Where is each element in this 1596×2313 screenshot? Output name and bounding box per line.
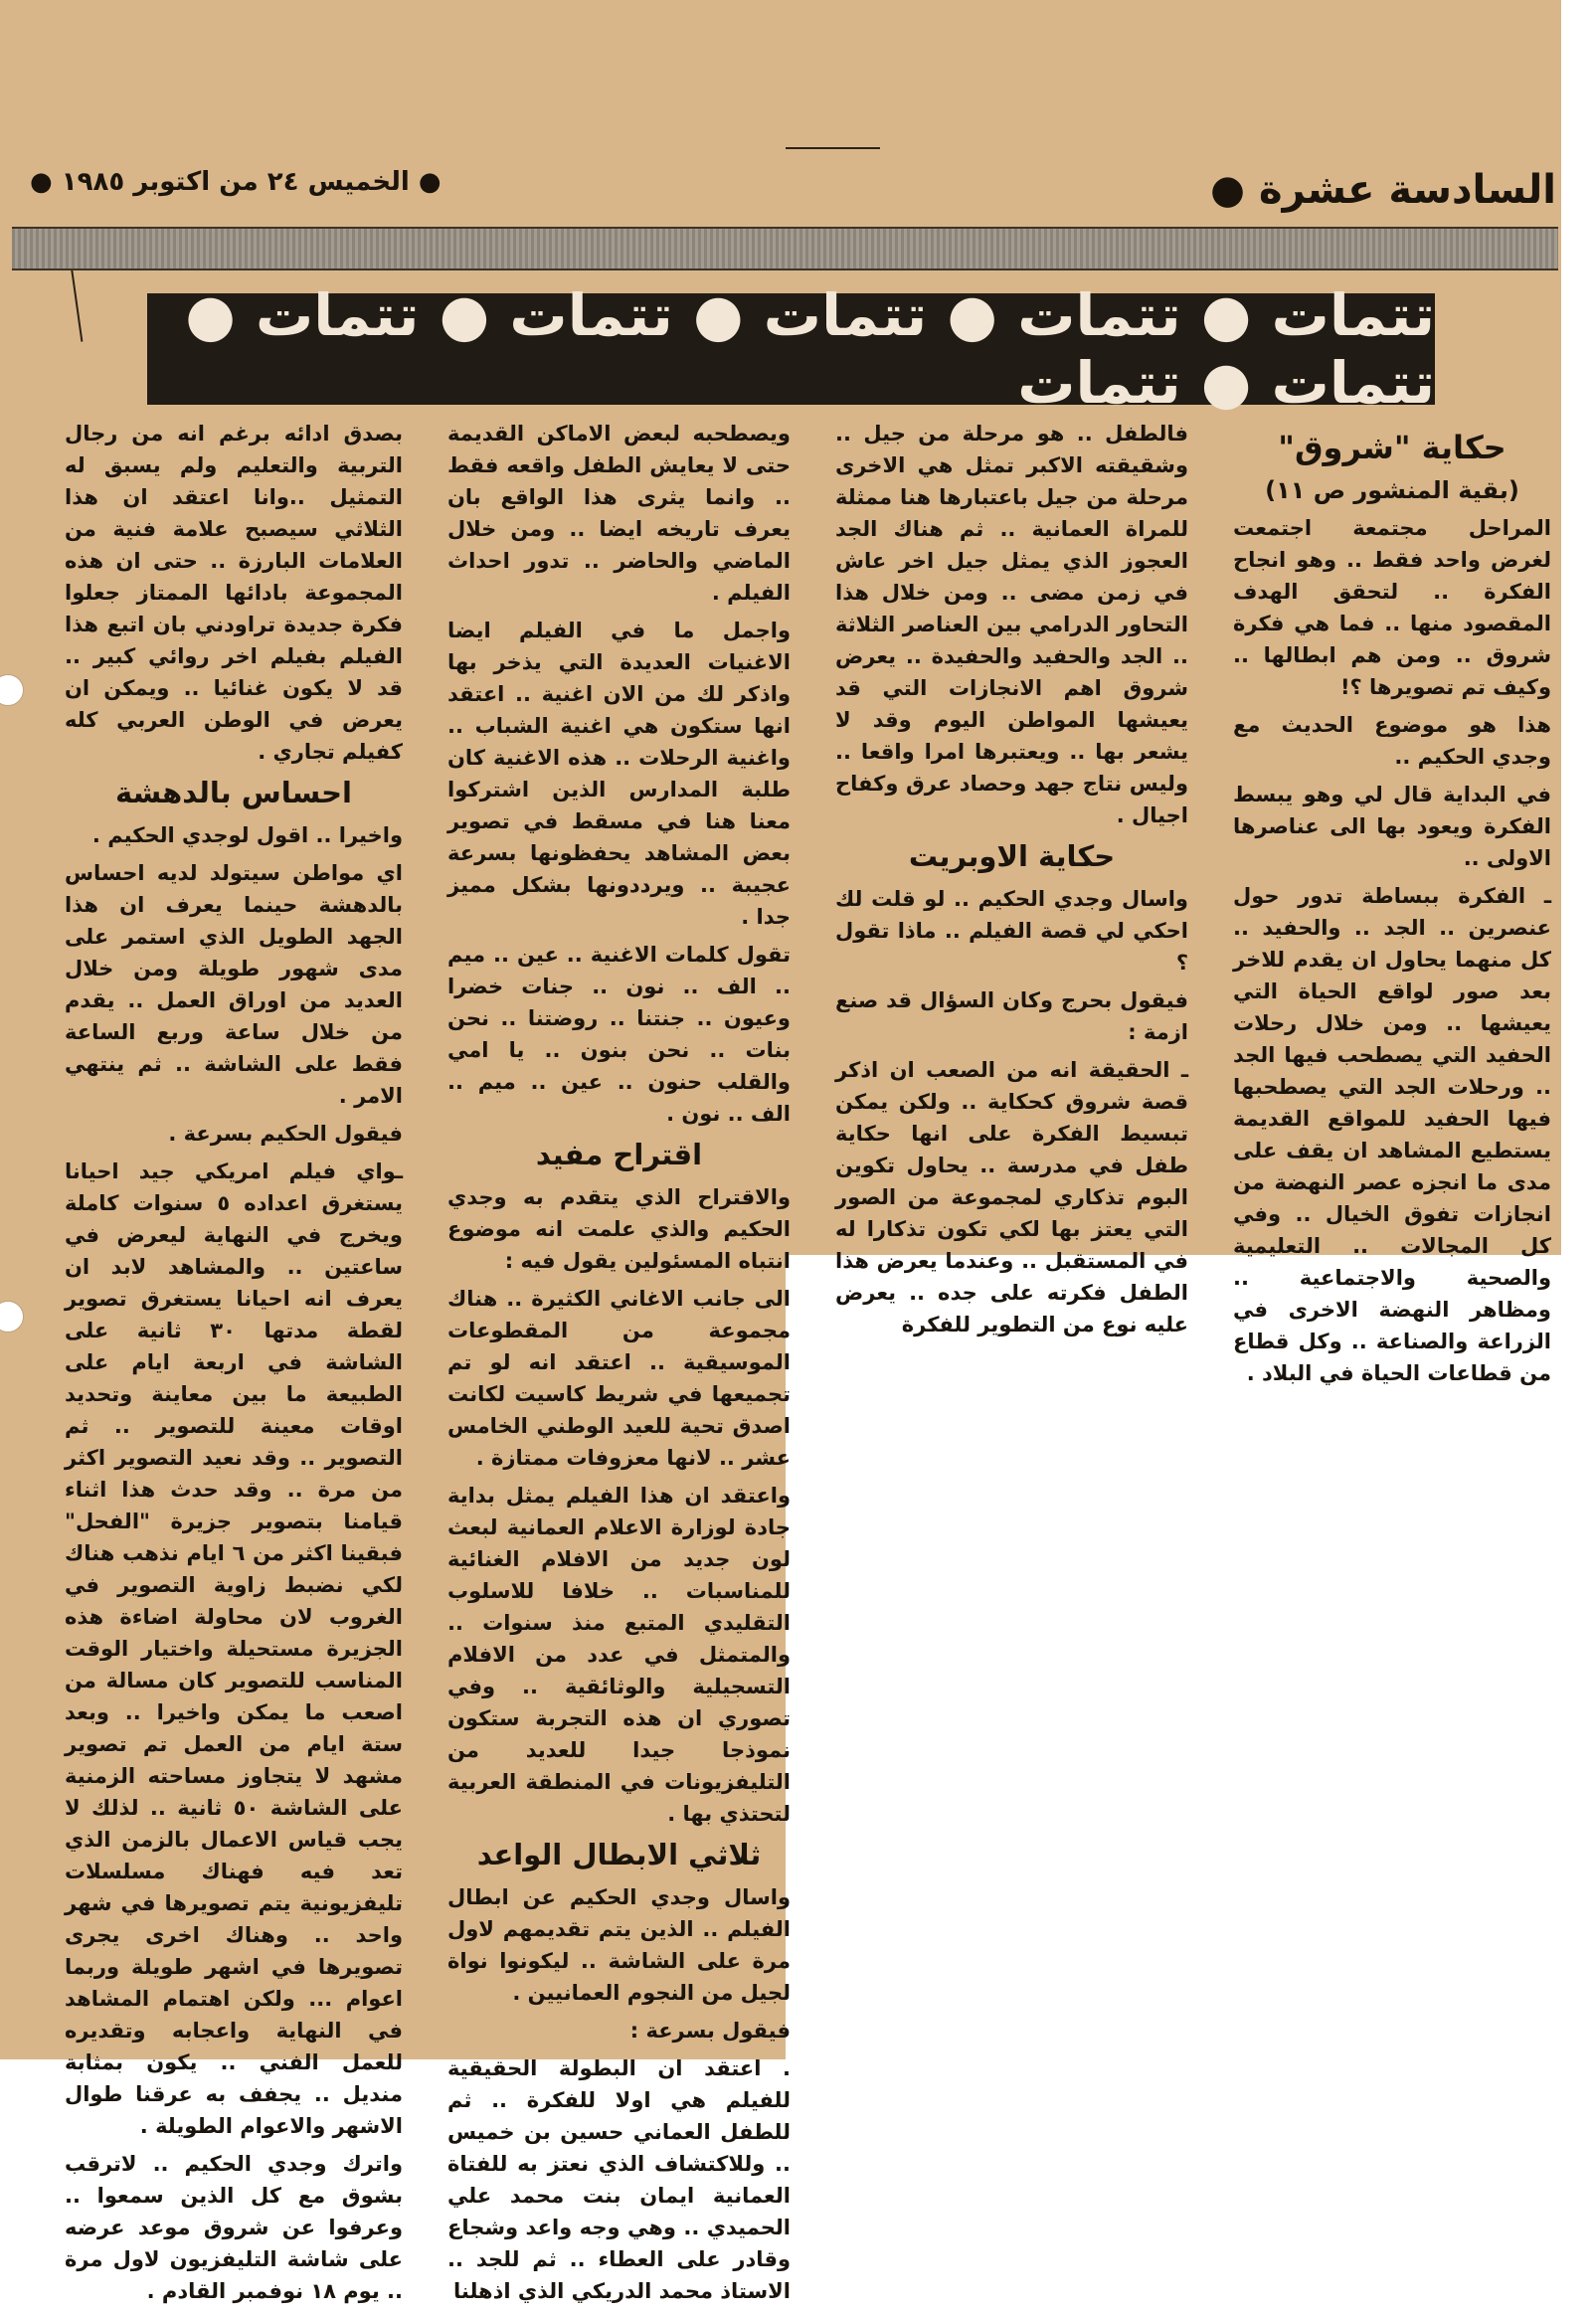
paragraph: فالطفل .. هو مرحلة من جيل .. وشقيقته الاكبر تمثل هي الاخرى مرحلة من جيل باعتبارها هنا ممثلة للمراة العمانية .. ثم هناك الجد العجوز الذي يمثل جيل اخر عاش في زمن مضى .. ومن خلال هذا التحاور الدرامي بين العناصر الثلاثة .. الجد والحفيد والحفيدة .. يعرض شروق اهم الانجازات التي قد يعيشها المواطن اليوم وقد لا يشعر بها .. ويعتبرها امرا واقعا .. وليس نتاج جهد وحصاد عرق وكفاح اجيال . bbox=[835, 422, 1188, 827]
paragraph: ـ الفكرة ببساطة تدور حول عنصرين .. الجد .. والحفيد .. كل منهما يحاول ان يقدم للاخر بعد صور لواقع الحياة التي يعيشها .. ومن خلال رحلات الحفيد التي يصطحب فيها الجد .. ورحلات الجد التي يصطحبها فيها الحفيد للمواقع القديمة يستطيع المشاهد ان يقف على مدى ما انجزه عصر النهضة من انجازات تفوق الخيال .. وفي كل المجالات .. التعليمية والصحية والاجتماعية .. ومظاهر النهضة الاخرى في الزراعة والصناعة .. وكل قطاع من قطاعات الحياة في البلاد . bbox=[1233, 884, 1551, 1385]
section-heading: اقتراح مفيد bbox=[535, 1138, 703, 1171]
paragraph: هذا هو موضوع الحديث مع وجدي الحكيم .. bbox=[1233, 713, 1551, 769]
paragraph: فيقول بسرعة : bbox=[629, 2019, 791, 2043]
article-title: حكاية "شروق" bbox=[1278, 429, 1507, 466]
article-subtitle: (بقية المنشور ص ١١) bbox=[1265, 476, 1519, 504]
page-label: السادسة عشرة ● bbox=[1210, 167, 1556, 213]
paragraph: ـ الحقيقة انه من الصعب ان اذكر قصة شروق كحكاية .. ولكن يمكن تبسيط الفكرة على انها حكاية طفل في مدرسة .. يحاول تكوين البوم تذكاري لمجموعة من الصور التي يعتز بها لكي تكون تذكارا له في المستقبل .. وعندما يعرض هذا الطفل فكرته على جده .. يعرض عليه نوع من التطوير للفكرة bbox=[835, 1058, 1188, 1336]
header-rule bbox=[12, 227, 1558, 270]
paragraph: . اعتقد ان البطولة الحقيقية للفيلم هي اولا للفكرة .. ثم للطفل العماني حسين بن خميس .. وللاكتشاف الذي نعتز به للفتاة العمانية ايمان بنت محمد علي الحميدي .. وهي وجه واعد وشجاع وقادر على العطاء .. ثم للجد .. الاستاذ محمد الدريكي الذي اذهلنا bbox=[447, 2056, 791, 2303]
column-2 bbox=[835, 418, 1188, 1346]
paragraph: المراحل مجتمعة اجتمعت لغرض واحد فقط .. وهو انجاح الفكرة .. لتحقق الهدف المقصود منها .. فما هي فكرة شروق .. ومن هم ابطالها .. وكيف تم تصويرها ؟! bbox=[1233, 516, 1551, 699]
paragraph: واخيرا .. اقول لوجدي الحكيم . bbox=[91, 823, 403, 847]
section-heading: حكاية الاوبريت bbox=[908, 839, 1116, 873]
paragraph: فيقول بحرج وكان السؤال قد صنع ازمة : bbox=[835, 988, 1188, 1044]
column-3 bbox=[447, 418, 791, 2313]
section-heading: ثلاثي الابطال الواعد bbox=[476, 1838, 762, 1871]
issue-date: ● الخميس ٢٤ من اكتوبر ١٩٨٥ ● bbox=[30, 167, 442, 197]
paragraph: واسال وجدي الحكيم .. لو قلت لك احكي لي قصة الفيلم .. ماذا تقول ؟ bbox=[835, 887, 1188, 975]
banner-title: تتمات ● تتمات ● تتمات ● تتمات ● تتمات ● تتمات ● تتمات bbox=[147, 293, 1435, 405]
paragraph: بصدق ادائه برغم انه من رجال التربية والتعليم ولم يسبق له التمثيل ..وانا اعتقد ان هذا الثلاثي سيصبح علامة فنية من العلامات البارزة .. حتى ان هذه المجموعة بادائها الممتاز جعلوا فكرة جديدة تراودني بان اتبع هذا الفيلم بفيلم اخر روائي كبير .. قد لا يكون غنائيا .. ويمكن ان يعرض في الوطن العربي كله كفيلم تجاري . bbox=[65, 422, 403, 764]
paragraph: ـواي فيلم امريكي جيد احيانا يستغرق اعداده ٥ سنوات كاملة ويخرج في النهاية ليعرض في ساعتين .. والمشاهد لابد ان يعرف انه احيانا يستغرق تصوير لقطة مدتها ٣٠ ثانية على الشاشة في اربعة ايام على الطبيعة ما بين معاينة وتحديد اوقات معينة للتصوير .. ثم التصوير .. وقد نعيد التصوير اكثر من مرة .. وقد حدث هذا اثناء قيامنا بتصوير جزيرة "الفحل" فبقينا اكثر من ٦ ايام نذهب هناك لكي نضبط زاوية التصوير في الغروب لان محاولة اضاءة هذه الجزيرة مستحيلة واختيار الوقت المناسب للتصوير كان مسالة من اصعب ما يمكن واخيرا .. وبعد ستة ايام من العمل تم تصوير مشهد لا يتجاوز مساحته الزمنية على الشاشة ٥٠ ثانية .. لذلك لا يجب قياس الاعمال بالزمن الذي تعد فيه فهناك مسلسلات تليفزيونية يتم تصويرها في شهر واحد .. وهناك اخرى يجرى تصويرها في اشهر طويلة وربما اعوام ... ولكن اهتمام المشاهد في النهاية واعجابه وتقديره للعمل الفني .. يكون بمثابة منديل .. يجفف به عرقنا طوال الاشهر والاعوام الطويلة . bbox=[65, 1159, 403, 2138]
section-heading: احساس بالدهشة bbox=[115, 776, 352, 809]
paragraph: في البداية قال لي وهو يبسط الفكرة ويعود بها الى عناصرها الاولى .. bbox=[1233, 783, 1551, 870]
paragraph: والاقتراح الذي يتقدم به وجدي الحكيم والذي علمت انه موضوع انتباه المسئولين يقول فيه : bbox=[447, 1185, 791, 1273]
paragraph: واعتقد ان هذا الفيلم يمثل بداية جادة لوزارة الاعلام العمانية لبعث لون جديد من الافلام الغنائية للمناسبات .. خلافا للاسلوب التقليدي المتبع منذ سنوات .. والمتمثل في عدد من الافلام التسجيلية والوثائقية .. وفي تصوري ان هذه التجربة ستكون نموذجا جيدا للعديد من التليفزيونات في المنطقة العربية لتحتذي بها . bbox=[447, 1484, 791, 1826]
paragraph: اي مواطن سيتولد لديه احساس بالدهشة حينما يعرف ان هذا الجهد الطويل الذي استمر على مدى شهور طويلة ومن خلال العديد من اوراق العمل .. يقدم من خلال ساعة وربع الساعة فقط على الشاشة .. ثم ينتهي الامر . bbox=[65, 861, 403, 1108]
marker-line bbox=[786, 147, 880, 149]
paragraph: واجمل ما في الفيلم ايضا الاغنيات العديدة التي يذخر بها واذكر لك من الان اغنية .. اعتقد انها ستكون هي اغنية الشباب .. واغنية الرحلات .. هذه الاغنية كان طلبة المدارس الذين اشتركوا معنا هنا في مسقط في تصوير بعض المشاهد يحفظونها بسرعة عجيبة .. ويرددونها بشكل مميز جدا . bbox=[447, 619, 791, 929]
paragraph: الى جانب الاغاني الكثيرة .. هناك مجموعة من المقطوعات الموسيقية .. اعتقد انه لو تم تجميعها في شريط كاسيت لكانت اصدق تحية للعيد الوطني الخامس عشر .. لانها معزوفات ممتازة . bbox=[447, 1287, 791, 1470]
paragraph: واترك وجدي الحكيم .. لاترقب بشوق مع كل الذين سمعوا .. وعرفوا عن شروق موعد عرضه على شاشة التليفزيون لاول مرة .. يوم ١٨ نوفمبر القادم . bbox=[65, 2152, 403, 2303]
paragraph: تقول كلمات الاغنية .. عين .. ميم .. الف .. نون .. جنات خضرا وعيون .. جنتنا .. روضتنا .. نحن بنات .. نحن بنون .. يا امي والقلب حنون .. عين .. ميم .. الف .. نون . bbox=[447, 943, 791, 1126]
column-4 bbox=[65, 418, 403, 2313]
column-1 bbox=[1233, 423, 1551, 1395]
paragraph: فيقول الحكيم بسرعة . bbox=[168, 1122, 403, 1146]
paragraph: ويصطحبه لبعض الاماكن القديمة حتى لا يعايش الطفل واقعه فقط .. وانما يثرى هذا الواقع بان يعرف تاريخه ايضا .. ومن خلال الماضي والحاضر .. تدور احداث الفيلم . bbox=[447, 422, 791, 605]
paragraph: واسال وجدي الحكيم عن ابطال الفيلم .. الذين يتم تقديمهم لاول مرة على الشاشة .. ليكونوا نواة لجيل من النجوم العمانيين . bbox=[447, 1885, 791, 2005]
